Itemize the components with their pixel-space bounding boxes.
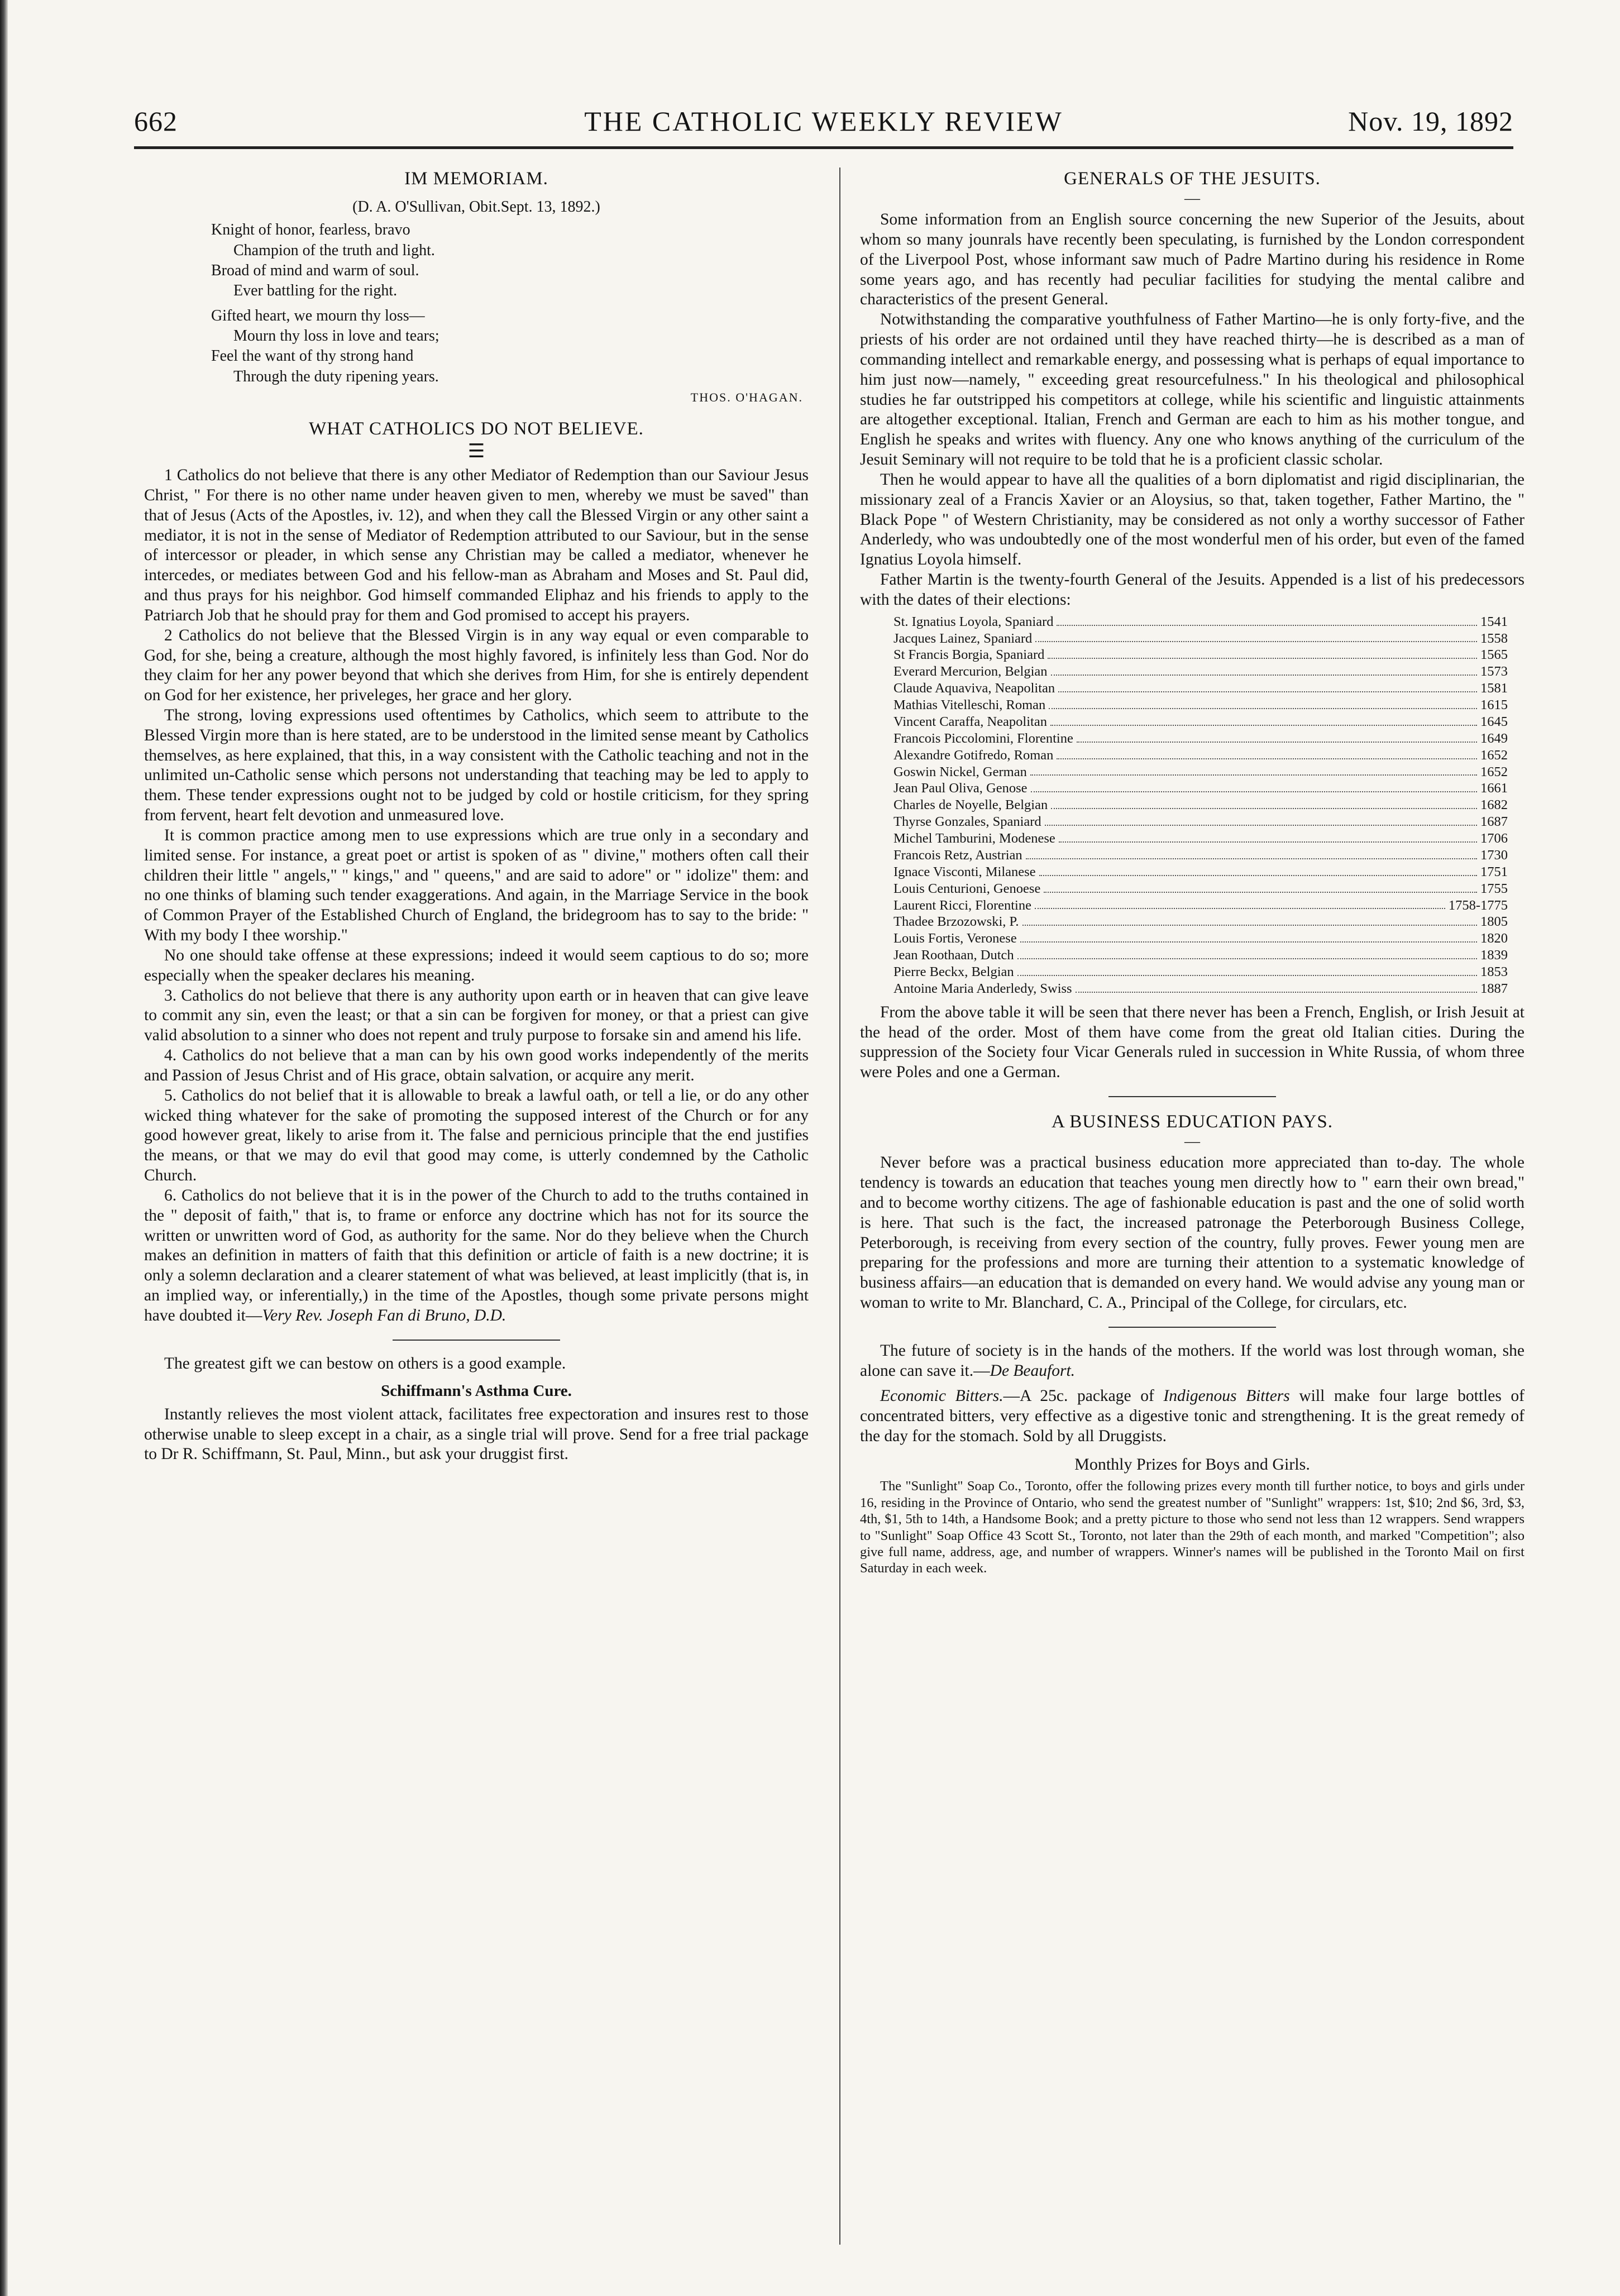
table-row — [893, 964, 1508, 980]
jesuits-paragraph: Then he would appear to have all the qualities of a born diplomatist and rigid disciplinarian, the missionary zeal of a Francis Xavier or an Aloysius, so that, taken together, Father Martino, the " Black Pope " of Western Christianity, may be considered as not only a worthy successor of Father Anderledy, who was undoubtedly one of the most wonderful men of his order, but even of the famed Ignatius Loyola himself. — [860, 470, 1525, 569]
business-section — [860, 1111, 1525, 1313]
general-name: Ignace Visconti, Milanese — [893, 864, 1036, 879]
mothers-text: The future of society is in the hands of the mothers. If the world was lost through woman, she alone can save it.— — [860, 1341, 1525, 1380]
table-row — [893, 614, 1508, 630]
election-year: 1755 — [1480, 881, 1508, 896]
memoriam-dedication: (D. A. O'Sullivan, Obit.Sept. 13, 1892.) — [352, 198, 600, 216]
election-year: 1649 — [1480, 730, 1508, 746]
general-name: Jean Roothaan, Dutch — [893, 948, 1014, 963]
election-year: 1661 — [1480, 781, 1508, 796]
bitters-ad — [860, 1386, 1525, 1446]
election-year: 1573 — [1480, 664, 1508, 680]
prizes-section — [860, 1455, 1525, 1577]
general-name: Alexandre Gotifredo, Roman — [893, 747, 1054, 763]
jesuits-paragraph: Some information from an English source concerning the new Superior of the Jesuits, about whom so many jounrals have recently been speculating, is furnished by the London correspondent of the Liverpool Post, whose informant saw much of Padre Martino during his residence in Rome some years ago, and has recently had peculiar facilities for studying the mental calibre and characteristics of the present General. — [860, 211, 1525, 309]
catholics-attribution: Very Rev. Joseph Fan di Bruno, D.D. — [262, 1306, 506, 1324]
bitters-product: Indigenous Bitters — [1163, 1387, 1290, 1405]
general-name: Mathias Vitelleschi, Roman — [893, 697, 1046, 713]
poem-line: Ever battling for the right. — [233, 282, 398, 300]
section-separator — [393, 1340, 560, 1341]
table-row — [893, 764, 1508, 781]
right-column — [860, 168, 1525, 2245]
short-dash: — — [1184, 190, 1200, 208]
poem-line: Feel the want of thy strong hand — [211, 347, 414, 365]
general-name: Vincent Caraffa, Neapolitan — [893, 714, 1047, 729]
table-row — [893, 714, 1508, 730]
table-row — [893, 630, 1508, 647]
general-name: Thadee Brzozowski, P. — [893, 914, 1019, 930]
general-name: Goswin Nickel, German — [893, 764, 1027, 779]
jesuits-section — [860, 168, 1525, 1083]
catholics-paragraph: 1 Catholics do not believe that there is any other Mediator of Redemption than our Saviour Jesus Christ, " For there is no other name under heaven given to men, whereby we must be saved" than that of Jesus (Acts of the Apostles, iv. 12), and when they call the Blessed Virgin or any other saint a mediator, it is not in the sense of Mediator of Redemption attributed to our Saviour, but in the sense of intercessor or pleader, in which sense any Christian may be called a mediator, whenever he intercedes, or mediates between God and his fellow-man as Abraham and Moses and St. Paul did, and thus prays for his neighbor. God himself commanded Eliphaz and his friends to apply to the Patriarch Job that he should pray for them and God promised to accept his prayers. — [144, 466, 809, 624]
table-row — [893, 814, 1508, 830]
election-year: 1751 — [1480, 864, 1508, 879]
page-header — [134, 99, 1513, 144]
asthma-ad — [144, 1381, 809, 1465]
general-name: Francois Piccolomini, Florentine — [893, 730, 1073, 746]
left-column — [144, 168, 809, 2245]
jesuits-paragraph: Father Martin is the twenty-fourth General of the Jesuits. Appended is a list of his predecessors with the dates of their elections: — [860, 571, 1525, 609]
election-year: 1706 — [1480, 831, 1508, 846]
asthma-title: Schiffmann's Asthma Cure. — [381, 1382, 572, 1400]
table-row — [893, 847, 1508, 864]
mothers-author: De Beaufort. — [990, 1361, 1076, 1380]
memoriam-section — [144, 168, 809, 405]
asthma-body: Instantly relieves the most violent attack, facilitates free expectoration and insures rest to those otherwise unable to sleep except in a chair, as a single trial will prove. Send for a free trial package to Dr R. Schiffmann, St. Paul, Minn., but ask your druggist first. — [144, 1405, 809, 1463]
general-name: Thyrse Gonzales, Spaniard — [893, 814, 1041, 830]
bitters-lead: Economic Bitters. — [880, 1387, 1003, 1405]
table-row — [893, 747, 1508, 764]
masthead-title: THE CATHOLIC WEEKLY REVIEW — [584, 106, 1063, 137]
jesuits-paragraph: Notwithstanding the comparative youthfulness of Father Martino—he is only forty-five, and the priests of his order are not ordained until they have reached thirty—he is described as a man of commanding intellect and remarkable energy, and possessing what is perhaps of equal importance to him just now—namely, " exceeding great resourcefulness." In his theological and philosophical studies he far outstripped his competitors at college, while his scientific and linguistic attainments are altogether exceptional. Italian, French and German are each to him as his mother tongue, and English he speaks and writes with fluency. Any one who knows anything of the curriculum of the Jesuit Seminary will not require to be told that he is a proficient classic scholar. — [860, 310, 1525, 469]
book-spine-edge — [0, 0, 8, 2296]
election-year: 1887 — [1480, 980, 1508, 996]
jesuits-title: GENERALS OF THE JESUITS. — [1064, 169, 1321, 189]
table-row — [893, 797, 1508, 814]
election-year: 1652 — [1480, 747, 1508, 763]
catholics-paragraph: It is common practice among men to use expressions which are true only in a secondary and limited sense. For instance, a great poet or artist is spoken of as " divine," mothers often call their children their little " angels," " kings," and " queens," and are said to adore" or " idolize" them: and no one thinks of blaming such tender exaggerations. And again, in the Marriage Service in the book of Common Prayer of the Established Church of England, the bridegroom has to say to the bride: " With my body I thee worship." — [144, 826, 809, 945]
generals-table — [893, 614, 1508, 997]
table-row — [893, 663, 1508, 680]
prizes-body: The "Sunlight" Soap Co., Toronto, offer the following prizes every month till further notice, to boys and girls under 16, residing in the Province of Ontario, who send the greatest number of "Sunlight" wrappers: 1st, $10; 2nd $6, 3rd, $3, 4th, $1, 5th to 14th, a Handsome Book; and a pretty picture to those who send not less than 12 wrappers. Send wrappers to "Sunlight" Soap Office 43 Scott St., Toronto, not later than the 29th of each month, and marked "Competition"; also give full name, address, age, and number of wrappers. Winner's names will be published in the Toronto Mail on first Saturday in each week. — [860, 1479, 1525, 1576]
greatest-gift-text: The greatest gift we can bestow on others is a good example. — [164, 1354, 566, 1372]
table-row — [893, 780, 1508, 797]
general-name: St Francis Borgia, Spaniard — [893, 647, 1045, 663]
election-year: 1805 — [1480, 914, 1508, 930]
table-row — [893, 980, 1508, 997]
table-row — [893, 947, 1508, 964]
general-name: Pierre Beckx, Belgian — [893, 964, 1014, 980]
ornament-icon: ☰ — [467, 441, 485, 462]
section-separator — [1108, 1096, 1276, 1097]
election-year: 1645 — [1480, 714, 1508, 729]
poem-line: Mourn thy loss in love and tears; — [233, 327, 439, 345]
header-rule — [134, 146, 1513, 149]
general-name: Jean Paul Oliva, Genose — [893, 781, 1028, 796]
election-year: 1682 — [1480, 797, 1508, 813]
catholics-paragraph-text: 6. Catholics do not believe that it is in the power of the Church to add to the truths contained in the " deposit of faith," that is, to frame or enforce any doctrine which has not for its source the written or unwritten word of God, as authority for the same. Nor do they believe when the Church makes an definition in matters of faith that this definition or article of faith is a new doctrine; it is only a solemn declaration and a clearer statement of what was believed, at least implicitly (that is, in an implied way, or inferentially,) in the time of the Apostles, though some private persons might have doubted it— — [144, 1186, 809, 1324]
catholics-paragraph: 5. Catholics do not belief that it is allowable to break a lawful oath, or tell a lie, or do any other wicked thing whatever for the sake of promoting the supposed interest of the Church or for any good however great, likely to arise from it. The false and pernicious principle that the end justifies the means, or that we may do evil that good may come, is utterly condemned by the Catholic Church. — [144, 1086, 809, 1185]
poem-line: Knight of honor, fearless, bravo — [211, 221, 410, 239]
poem-line: Gifted heart, we mourn thy loss— — [211, 307, 425, 324]
general-name: Charles de Noyelle, Belgian — [893, 797, 1048, 813]
business-body: Never before was a practical business education more appreciated than to-day. The whole tendency is towards an education that teaches young men directly how to " earn their own bread," and to become worthy citizens. The age of fashionable education is past and the one of solid worth is here. That such is the fact, the increased patronage the Peterborough Business College, Peterborough, is receiving from every section of the country, fully proves. Fewer young men are preparing for the professions and more are turning their attention to a systematic knowledge of business affairs—an education that is demanded on every hand. We would advise any young man or woman to write to Mr. Blanchard, C. A., Principal of the College, for circulars, etc. — [860, 1154, 1525, 1312]
table-row — [893, 864, 1508, 881]
table-row — [893, 697, 1508, 714]
jesuits-closing: From the above table it will be seen that there never has been a French, English, or Irish Jesuit at the head of the order. Most of them have come from the great old Italian cities. During the suppression of the Society four Vicar Generals ruled in succession in White Russia, of whom three were Poles and one a German. — [860, 1003, 1525, 1082]
catholics-paragraph: 3. Catholics do not believe that there is any authority upon earth or in heaven that can give leave to commit any sin, even the least; or that a sin can be forgiven for money, or that a priest can give valid absolution to a sinner who does not repent and truly purpose to forsake sin and amend his life. — [144, 986, 809, 1045]
election-year: 1558 — [1480, 630, 1508, 646]
general-name: Jacques Lainez, Spaniard — [893, 630, 1033, 646]
section-separator — [1108, 1327, 1276, 1328]
general-name: Laurent Ricci, Florentine — [893, 897, 1031, 913]
table-row — [893, 647, 1508, 663]
election-year: 1687 — [1480, 814, 1508, 830]
catholics-paragraph: 2 Catholics do not believe that the Blessed Virgin is in any way equal or even comparable to God, for she, being a creature, although the most highly favored, is infinitely less than God. Nor do they claim for her any power beyond that which she derives from Him, for she is entirely dependent on God for her existence, her priveleges, her grace and her glory. — [144, 626, 809, 705]
catholics-paragraph: The strong, loving expressions used oftentimes by Catholics, which seem to attribute to the Blessed Virgin more than is here stated, are to be understood in the limited sense meant by Catholics themselves, as here explained, that this, in a way consistent with the Catholic teaching and not in the unlimited un-Catholic sense which persons not understanding that teaching may be led to apply to them. These tender expressions ought not to be judged by cold or hostile criticism, for they spring from fervent, heart felt devotion and unmeasured love. — [144, 706, 809, 825]
table-row — [893, 730, 1508, 747]
catholics-paragraph — [144, 1186, 809, 1326]
general-name: Michel Tamburini, Modenese — [893, 831, 1055, 846]
issue-date: Nov. 19, 1892 — [1348, 106, 1513, 137]
general-name: Everard Mercurion, Belgian — [893, 664, 1048, 680]
poem-line: Broad of mind and warm of soul. — [211, 261, 419, 279]
poem-line: Champion of the truth and light. — [233, 241, 435, 259]
catholics-paragraph: 4. Catholics do not believe that a man can by his own good works independently of the merits and Passion of Jesus Christ and of His grace, obtain salvation, or acquire any merit. — [144, 1046, 809, 1084]
election-year: 1853 — [1480, 964, 1508, 980]
catholics-title: WHAT CATHOLICS DO NOT BELIEVE. — [309, 418, 644, 439]
bitters-text: will make four large bottles of concentrated bitters, very effective as a digestive tonic and strengthening. It is the great remedy of the day for the stomach. Sold by all Druggists. — [860, 1387, 1525, 1446]
election-year: 1652 — [1480, 764, 1508, 779]
election-year: 1758-1775 — [1448, 897, 1508, 913]
general-name: Louis Fortis, Veronese — [893, 931, 1017, 946]
catholics-paragraph: No one should take offense at these expressions; indeed it would seem captious to do so; more especially when the speaker declares his meaning. — [144, 946, 809, 984]
page-number: 662 — [134, 106, 178, 137]
short-dash: — — [1184, 1133, 1200, 1151]
general-name: Claude Aquaviva, Neapolitan — [893, 681, 1055, 696]
election-year: 1820 — [1480, 931, 1508, 946]
table-row — [893, 930, 1508, 947]
bitters-text: —A 25c. package of — [1003, 1387, 1164, 1405]
election-year: 1565 — [1480, 647, 1508, 663]
prizes-title: Monthly Prizes for Boys and Girls. — [1074, 1455, 1310, 1474]
general-name: Louis Centurioni, Genoese — [893, 881, 1041, 896]
table-row — [893, 913, 1508, 930]
general-name: St. Ignatius Loyola, Spaniard — [893, 614, 1054, 629]
business-title: A BUSINESS EDUCATION PAYS. — [1051, 1112, 1334, 1132]
election-year: 1541 — [1480, 614, 1508, 629]
catholics-section — [144, 418, 809, 1326]
memoriam-poem — [211, 220, 809, 387]
column-divider — [839, 168, 840, 2245]
poem-signature: THOS. O'HAGAN. — [690, 390, 803, 405]
table-row — [893, 897, 1508, 914]
memoriam-title: IM MEMORIAM. — [404, 169, 548, 189]
table-row — [893, 830, 1508, 847]
election-year: 1730 — [1480, 847, 1508, 863]
general-name: Francois Retz, Austrian — [893, 847, 1022, 863]
poem-line: Through the duty ripening years. — [233, 367, 439, 385]
table-row — [893, 881, 1508, 897]
election-year: 1581 — [1480, 681, 1508, 696]
election-year: 1839 — [1480, 948, 1508, 963]
mothers-quote — [860, 1341, 1525, 1381]
table-row — [893, 680, 1508, 697]
general-name: Antoine Maria Anderledy, Swiss — [893, 980, 1072, 996]
election-year: 1615 — [1480, 697, 1508, 713]
